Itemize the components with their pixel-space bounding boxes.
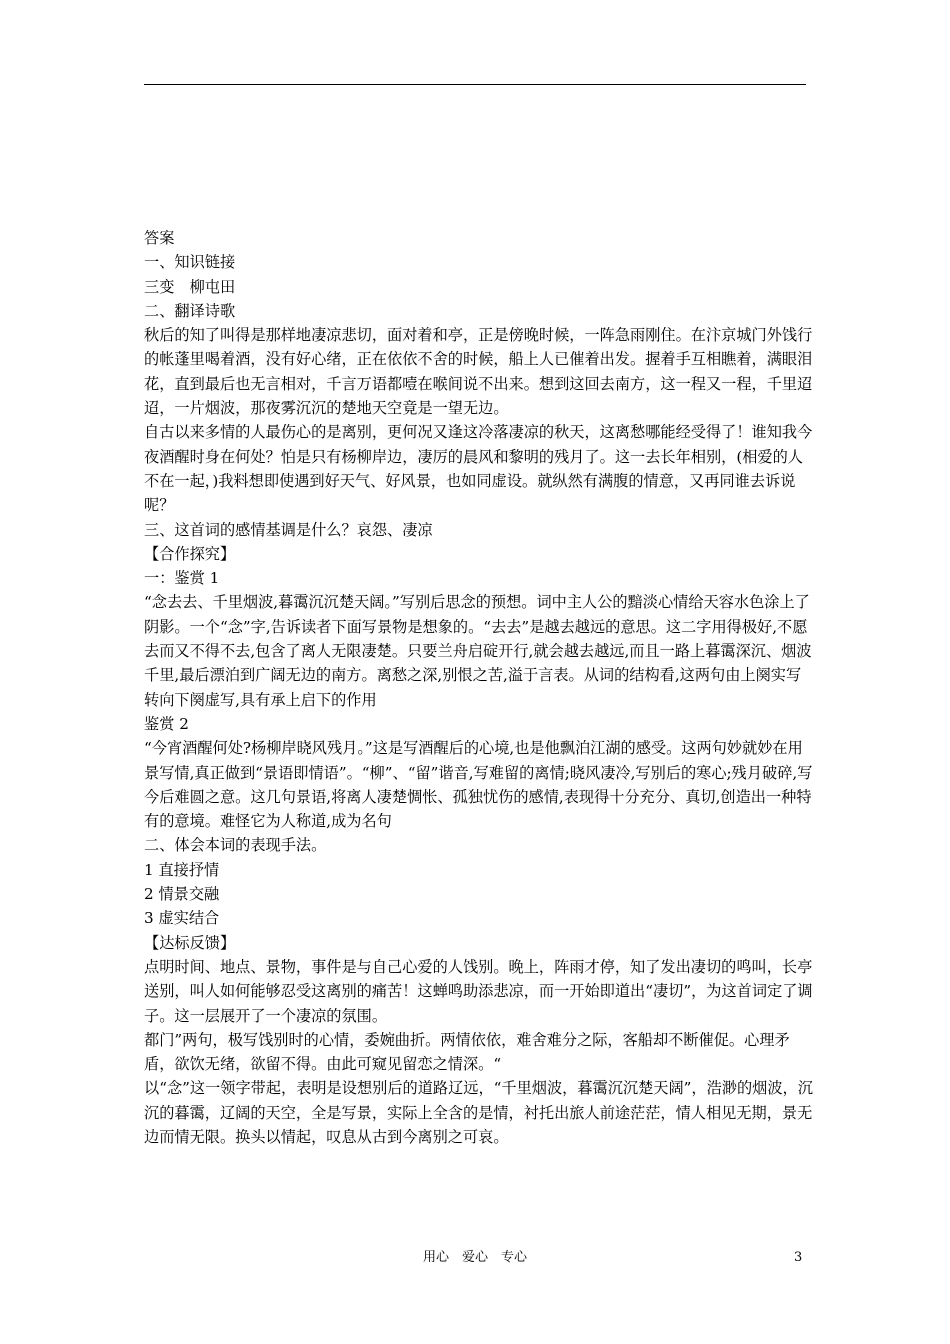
appreciation-2-heading: 鉴赏 2 [144, 714, 189, 733]
header-rule [144, 84, 806, 85]
translation-paragraph-2: 自古以来多情的人最伤心的是离别，更何况又逢这冷落凄凉的秋天，这离愁哪能经受得了！谁知我今夜酒醒时身在何处？怕是只有杨柳岸边，凄厉的晨风和黎明的残月了。这一去长年相别，(相爱的人不在一起，)我料想即使遇到好天气、好风景，也如同虚设。就纵然有满腹的情意，又再同谁去诉说呢？ [144, 423, 813, 515]
appreciation-1-heading: 一：鉴赏 1 [144, 569, 220, 588]
document-body [144, 226, 816, 1149]
answer-heading: 答案 [144, 229, 175, 247]
section-translation: 二、翻译诗歌 [144, 301, 236, 320]
appreciation-2-paragraph: “今宵酒醒何处?杨柳岸晓风残月。”这是写酒醒后的心境,也是他飘泊江湖的感受。这两句妙就妙在用景写情,真正做到“景语即情语”。“柳”、“留”谐音,写难留的离情;晓风凄冷,写别后的寒心;残月破碎,写今后难圆之意。这几句景语,将离人凄楚惆怅、孤独忧伤的感情,表现得十分充分、真切,创造出一种特有的意境。难怪它为人称道,成为名句 [144, 739, 813, 831]
page-number: 3 [794, 1250, 803, 1265]
feedback-heading: 【达标反馈】 [144, 933, 236, 952]
appreciation-1-paragraph: “念去去、千里烟波,暮霭沉沉楚天阔。”写别后思念的预想。词中主人公的黯淡心情给天容水色涂上了阴影。一个“念”字,告诉读者下面写景物是想象的。“去去”是越去越远的意思。这二字用得极好,不愿去而又不得不去,包含了离人无限凄楚。只要兰舟启碇开行,就会越去越远,而且一路上暮霭深沉、烟波千里,最后漂泊到广阔无边的南方。离愁之深,别恨之苦,溢于言表。从词的结构看,这两句由上阕实写转向下阕虚写,具有承上启下的作用 [144, 593, 812, 709]
technique-item-2: 2 情景交融 [144, 885, 220, 904]
section-emotional-tone: 三、这首词的感情基调是什么？哀怨、凄凉 [144, 520, 433, 539]
translation-paragraph-1: 秋后的知了叫得是那样地凄凉悲切，面对着和亭，正是傍晚时候，一阵急雨刚住。在汴京城门外饯行的帐蓬里喝着酒，没有好心绪，正在依依不舍的时候，船上人已催着出发。握着手互相瞧着，满眼泪花，直到最后也无言相对，千言万语都噎在喉间说不出来。想到这回去南方，这一程又一程，千里迢迢，一片烟波，那夜雾沉沉的楚地天空竟是一望无边。 [144, 326, 813, 418]
technique-item-1: 1 直接抒情 [144, 860, 220, 879]
author-line: 三变 柳屯田 [144, 277, 236, 296]
feedback-paragraph-2: 都门”两句，极写饯别时的心情，委婉曲折。两情依依，难舍难分之际，客船却不断催促。心理矛盾，欲饮无绪，欲留不得。由此可窥见留恋之情深。“ [144, 1030, 790, 1074]
section-knowledge-link: 一、知识链接 [144, 253, 236, 272]
feedback-paragraph-1: 点明时间、地点、景物，事件是与自己心爱的人饯别。晚上，阵雨才停，知了发出凄切的鸣叫，长亭送别，叫人如何能够忍受这离别的痛苦！这蝉鸣助添悲凉，而一开始即道出“凄切”，为这首词定了调子。这一层展开了一个凄凉的氛围。 [144, 957, 813, 1025]
cooperative-inquiry-heading: 【合作探究】 [144, 544, 236, 563]
feedback-paragraph-3: 以“念”这一领字带起，表明是设想别后的道路辽远，“千里烟波，暮霭沉沉楚天阔”，浩渺的烟波，沉沉的暮霭，辽阔的天空，全是写景，实际上全含的是情，衬托出旅人前途茫茫，情人相见无期，景无边而情无限。换头以情起，叹息从古到今离别之可哀。 [144, 1079, 813, 1146]
footer-slogan: 用心 爱心 专心 [422, 1250, 527, 1265]
section-techniques: 二、体会本词的表现手法。 [144, 836, 327, 855]
technique-item-3: 3 虚实结合 [144, 909, 220, 928]
